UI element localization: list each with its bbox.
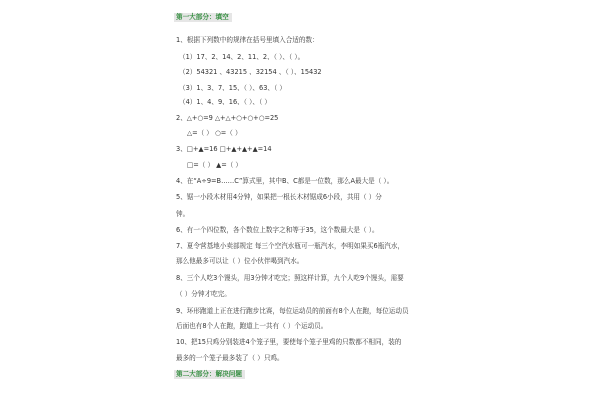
q1-part-1: （1）17、2、14、2、11、2、（ ）、（ ）。 [179,53,305,61]
q10-text-line-1: 10、把15只鸡分别装进4个笼子里，要使每个笼子里鸡的只数都不相同，装的 [176,338,402,346]
q5-text-line-2: 钟。 [176,210,190,218]
q1-intro: 1、根据下列数中的规律在括号里填入合适的数： [176,36,319,44]
q4-text: 4、在“A÷9=B……C”算式里，其中B、C都是一位数，那么A最大是（ ）。 [176,177,394,185]
section-2-heading: 第二大部分：解决问题 [174,370,245,379]
q8-text-line-2: （ ）分钟才吃完。 [176,290,231,298]
section-1-heading: 第一大部分：填空 [174,13,232,22]
q8-text-line-1: 8、三个人吃3个馒头，用3分钟才吃完；照这样计算，九个人吃9个馒头，需要 [176,274,404,282]
q1-part-3: （3）1、3、7、15、（ ）、63、（ ） [179,84,286,92]
q1-part-4: （4）1、4、9、16、（ ）、（ ） [179,98,271,106]
q2-equations: 2、△+○=9 △+△+○+○+○=25 [176,114,279,122]
q9-text-line-2: 后面也有8个人在跑，跑道上一共有（ ）个运动员。 [176,322,328,330]
q2-answers: △=（ ） ○=（ ） [187,129,242,137]
q3-answers: □=（ ） ▲=（ ） [187,161,243,169]
q5-text-line-1: 5、锯一小段木材用4分钟，如果把一根长木材锯成6小段，共用（ ）分 [176,193,382,201]
q1-part-2: （2）54321 、43215 、32154 、（ ）、15432 [179,68,322,76]
q6-text: 6、有一个四位数，各个数位上数字之和等于35，这个数最大是（ ）。 [176,226,379,234]
q3-equations: 3、□+▲=16 □+▲+▲+▲=14 [176,145,272,153]
q10-text-line-2: 最多的一个笼子最多装了（ ）只鸡。 [176,354,284,362]
q9-text-line-1: 9、环形跑道上正在进行跑步比赛，每位运动员的前面有8个人在跑，每位运动员 [176,307,409,315]
q7-text-line-1: 7、夏令营基地小卖部规定 每三个空汽水瓶可一瓶汽水，李明如果买6瓶汽水， [176,242,405,250]
q7-text-line-2: 那么他最多可以让（ ）位小伙伴喝到汽水。 [176,257,304,265]
